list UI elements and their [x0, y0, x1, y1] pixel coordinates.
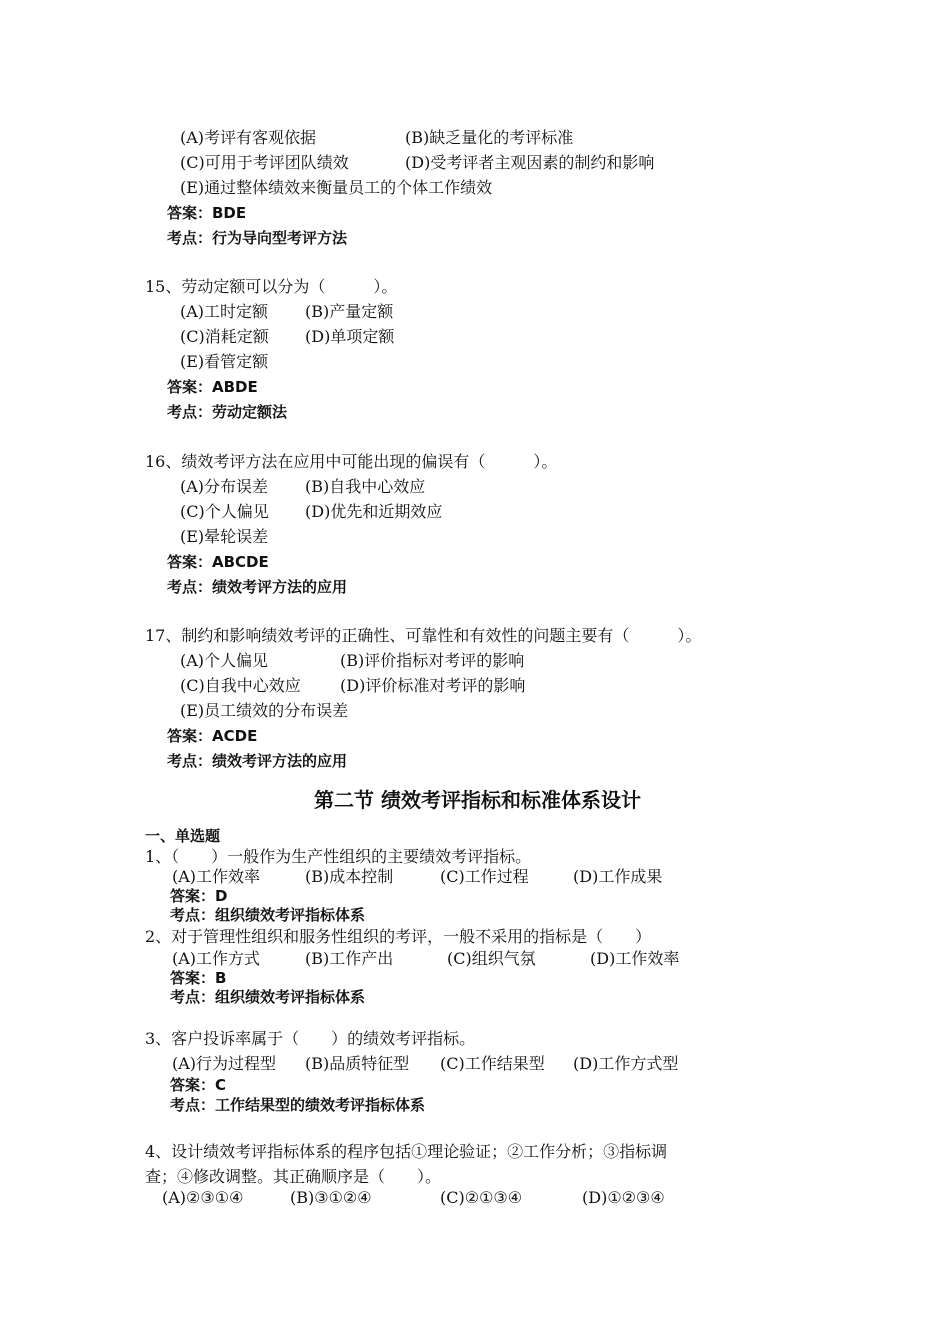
s4-option-a: (A)②③①④ — [162, 1188, 244, 1207]
q17-option-e: (E)员工绩效的分布误差 — [180, 701, 349, 720]
q17-stem: 17、制约和影响绩效考评的正确性、可靠性和有效性的问题主要有（ ）。 — [145, 626, 702, 645]
section-title: 第二节 绩效考评指标和标准体系设计 — [314, 788, 641, 812]
s1-option-c: (C)工作过程 — [440, 867, 529, 886]
s4-stem-line1: 4、设计绩效考评指标体系的程序包括①理论验证；②工作分析；③指标调 — [145, 1142, 668, 1161]
s2-option-d: (D)工作效率 — [590, 949, 680, 968]
s1-option-b: (B)成本控制 — [305, 867, 394, 886]
s3-answer: 答案：C — [170, 1076, 227, 1094]
s4-option-b: (B)③①②④ — [290, 1188, 372, 1207]
s3-stem: 3、客户投诉率属于（ ）的绩效考评指标。 — [145, 1029, 476, 1048]
q15-stem: 15、劳动定额可以分为（ ）。 — [145, 277, 398, 296]
s3-option-a: (A)行为过程型 — [172, 1054, 277, 1073]
q17-point: 考点：绩效考评方法的应用 — [167, 752, 348, 770]
s3-point: 考点：工作结果型的绩效考评指标体系 — [170, 1096, 426, 1114]
s2-point: 考点：组织绩效考评指标体系 — [170, 988, 366, 1006]
q14-option-c: (C)可用于考评团队绩效 — [180, 153, 349, 172]
q16-option-a: (A)分布误差 — [180, 477, 269, 496]
s1-option-a: (A)工作效率 — [172, 867, 261, 886]
s1-point: 考点：组织绩效考评指标体系 — [170, 906, 366, 924]
s3-option-b: (B)品质特征型 — [305, 1054, 410, 1073]
q16-option-c: (C)个人偏见 — [180, 502, 269, 521]
q17-option-d: (D)评价标准对考评的影响 — [340, 676, 526, 695]
s1-option-d: (D)工作成果 — [573, 867, 663, 886]
q17-option-c: (C)自我中心效应 — [180, 676, 301, 695]
s3-option-d: (D)工作方式型 — [573, 1054, 679, 1073]
q14-option-b: (B)缺乏量化的考评标准 — [405, 128, 574, 147]
s3-option-c: (C)工作结果型 — [440, 1054, 545, 1073]
s2-option-b: (B)工作产出 — [305, 949, 394, 968]
q16-point: 考点：绩效考评方法的应用 — [167, 578, 348, 596]
q14-point: 考点：行为导向型考评方法 — [167, 229, 348, 247]
q17-option-a: (A)个人偏见 — [180, 651, 269, 670]
q16-answer: 答案：ABCDE — [167, 553, 269, 571]
q15-option-d: (D)单项定额 — [305, 327, 395, 346]
q15-point: 考点：劳动定额法 — [167, 403, 288, 421]
q15-option-b: (B)产量定额 — [305, 302, 394, 321]
q17-answer: 答案：ACDE — [167, 727, 258, 745]
q17-option-b: (B)评价指标对考评的影响 — [340, 651, 525, 670]
q16-option-d: (D)优先和近期效应 — [305, 502, 443, 521]
s2-stem: 2、对于管理性组织和服务性组织的考评，一般不采用的指标是（ ） — [145, 927, 652, 946]
s4-option-c: (C)②①③④ — [440, 1188, 523, 1207]
s4-option-d: (D)①②③④ — [582, 1188, 665, 1207]
s2-option-c: (C)组织气氛 — [447, 949, 536, 968]
s1-answer: 答案：D — [170, 887, 228, 905]
subsection-title: 一、单选题 — [145, 827, 221, 845]
s1-stem: 1、（ ）一般作为生产性组织的主要绩效考评指标。 — [145, 847, 532, 866]
q14-option-a: (A)考评有客观依据 — [180, 128, 317, 147]
s2-option-a: (A)工作方式 — [172, 949, 261, 968]
s4-stem-line2: 查；④修改调整。其正确顺序是（ ）。 — [145, 1167, 442, 1186]
q15-option-a: (A)工时定额 — [180, 302, 269, 321]
q16-option-b: (B)自我中心效应 — [305, 477, 426, 496]
q16-option-e: (E)晕轮误差 — [180, 527, 269, 546]
q16-stem: 16、绩效考评方法在应用中可能出现的偏误有（ ）。 — [145, 452, 558, 471]
q14-answer: 答案：BDE — [167, 204, 247, 222]
q15-option-e: (E)看管定额 — [180, 352, 269, 371]
q14-option-d: (D)受考评者主观因素的制约和影响 — [405, 153, 655, 172]
q14-option-e: (E)通过整体绩效来衡量员工的个体工作绩效 — [180, 178, 493, 197]
q15-answer: 答案：ABDE — [167, 378, 258, 396]
s2-answer: 答案：B — [170, 969, 227, 987]
q15-option-c: (C)消耗定额 — [180, 327, 269, 346]
